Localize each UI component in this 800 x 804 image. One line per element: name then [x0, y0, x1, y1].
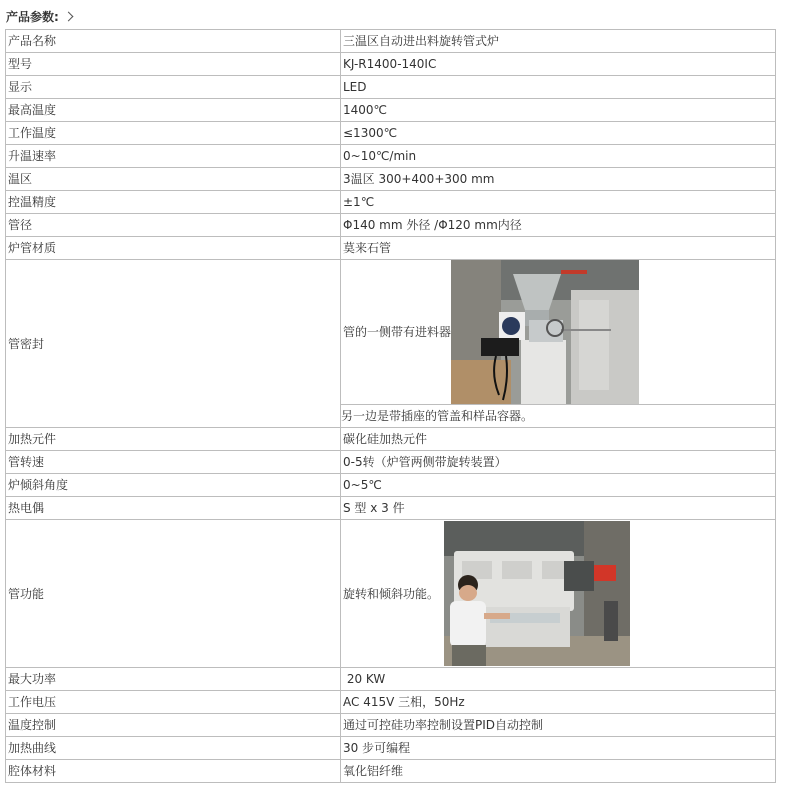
- row-label: 炉倾斜角度: [6, 474, 341, 497]
- row-value: 0~5℃: [341, 474, 776, 497]
- table-row: [6, 520, 776, 668]
- row-label: 加热曲线: [6, 737, 341, 760]
- row-label: 工作电压: [6, 691, 341, 714]
- table-row: [6, 30, 776, 53]
- row-value-extra: 另一边是带插座的管盖和样品容器。: [341, 404, 776, 427]
- table-row: [6, 168, 776, 191]
- row-value: ±1℃: [341, 191, 776, 214]
- table-row: [6, 145, 776, 168]
- table-row: [6, 237, 776, 260]
- row-label: 产品名称: [6, 30, 341, 53]
- row-value: 20 KW: [341, 668, 776, 691]
- row-value: 3温区 300+400+300 mm: [341, 168, 776, 191]
- section-title: 产品参数:: [6, 9, 59, 24]
- row-value-cell: [341, 520, 776, 668]
- row-label: 型号: [6, 53, 341, 76]
- row-value: 旋转和倾斜功能。: [343, 586, 440, 601]
- row-label: 炉管材质: [6, 237, 341, 260]
- table-row: [6, 474, 776, 497]
- row-label: 升温速率: [6, 145, 341, 168]
- row-value: S 型 x 3 件: [341, 497, 776, 520]
- table-row: [6, 53, 776, 76]
- row-value: ≤1300℃: [341, 122, 776, 145]
- row-value: AC 415V 三相，50Hz: [341, 691, 776, 714]
- table-row: [6, 760, 776, 783]
- table-row: [6, 191, 776, 214]
- row-label: 最高温度: [6, 99, 341, 122]
- table-row: [6, 76, 776, 99]
- table-row: [6, 714, 776, 737]
- row-value-cell: [341, 260, 776, 428]
- row-label: 管转速: [6, 451, 341, 474]
- feeder-machine-photo: [451, 260, 639, 404]
- chevron-right-icon: [63, 11, 73, 21]
- row-value: 碳化硅加热元件: [341, 428, 776, 451]
- row-label: 管功能: [6, 520, 341, 668]
- row-label: 温区: [6, 168, 341, 191]
- row-value: 1400℃: [341, 99, 776, 122]
- row-value: Φ140 mm 外径 /Φ120 mm内径: [341, 214, 776, 237]
- row-label: 加热元件: [6, 428, 341, 451]
- row-value: 三温区自动进出料旋转管式炉: [341, 30, 776, 53]
- row-label: 腔体材料: [6, 760, 341, 783]
- row-label: 工作温度: [6, 122, 341, 145]
- table-row: [6, 737, 776, 760]
- table-row: [6, 691, 776, 714]
- row-label: 温度控制: [6, 714, 341, 737]
- row-value: LED: [341, 76, 776, 99]
- row-label: 显示: [6, 76, 341, 99]
- row-label: 热电偶: [6, 497, 341, 520]
- row-value: 30 步可编程: [341, 737, 776, 760]
- table-row: [6, 428, 776, 451]
- table-row: [6, 668, 776, 691]
- row-label: 管密封: [6, 260, 341, 428]
- row-value: 莫来石管: [341, 237, 776, 260]
- table-row: [6, 260, 776, 428]
- table-row: [6, 214, 776, 237]
- row-label: 管径: [6, 214, 341, 237]
- section-header: [6, 6, 72, 26]
- table-row: [6, 497, 776, 520]
- table-row: [6, 99, 776, 122]
- row-value: 0~10℃/min: [341, 145, 776, 168]
- row-value: 0-5转（炉管两侧带旋转装置）: [341, 451, 776, 474]
- table-row: [6, 451, 776, 474]
- operator-furnace-photo: [444, 521, 630, 666]
- row-label: 控温精度: [6, 191, 341, 214]
- row-value: 通过可控硅功率控制设置PID自动控制: [341, 714, 776, 737]
- row-value: 氧化铝纤维: [341, 760, 776, 783]
- row-value: 管的一侧带有进料器: [343, 325, 452, 339]
- table-row: [6, 122, 776, 145]
- row-value: KJ-R1400-140IC: [341, 53, 776, 76]
- row-label: 最大功率: [6, 668, 341, 691]
- spec-table: [5, 29, 776, 783]
